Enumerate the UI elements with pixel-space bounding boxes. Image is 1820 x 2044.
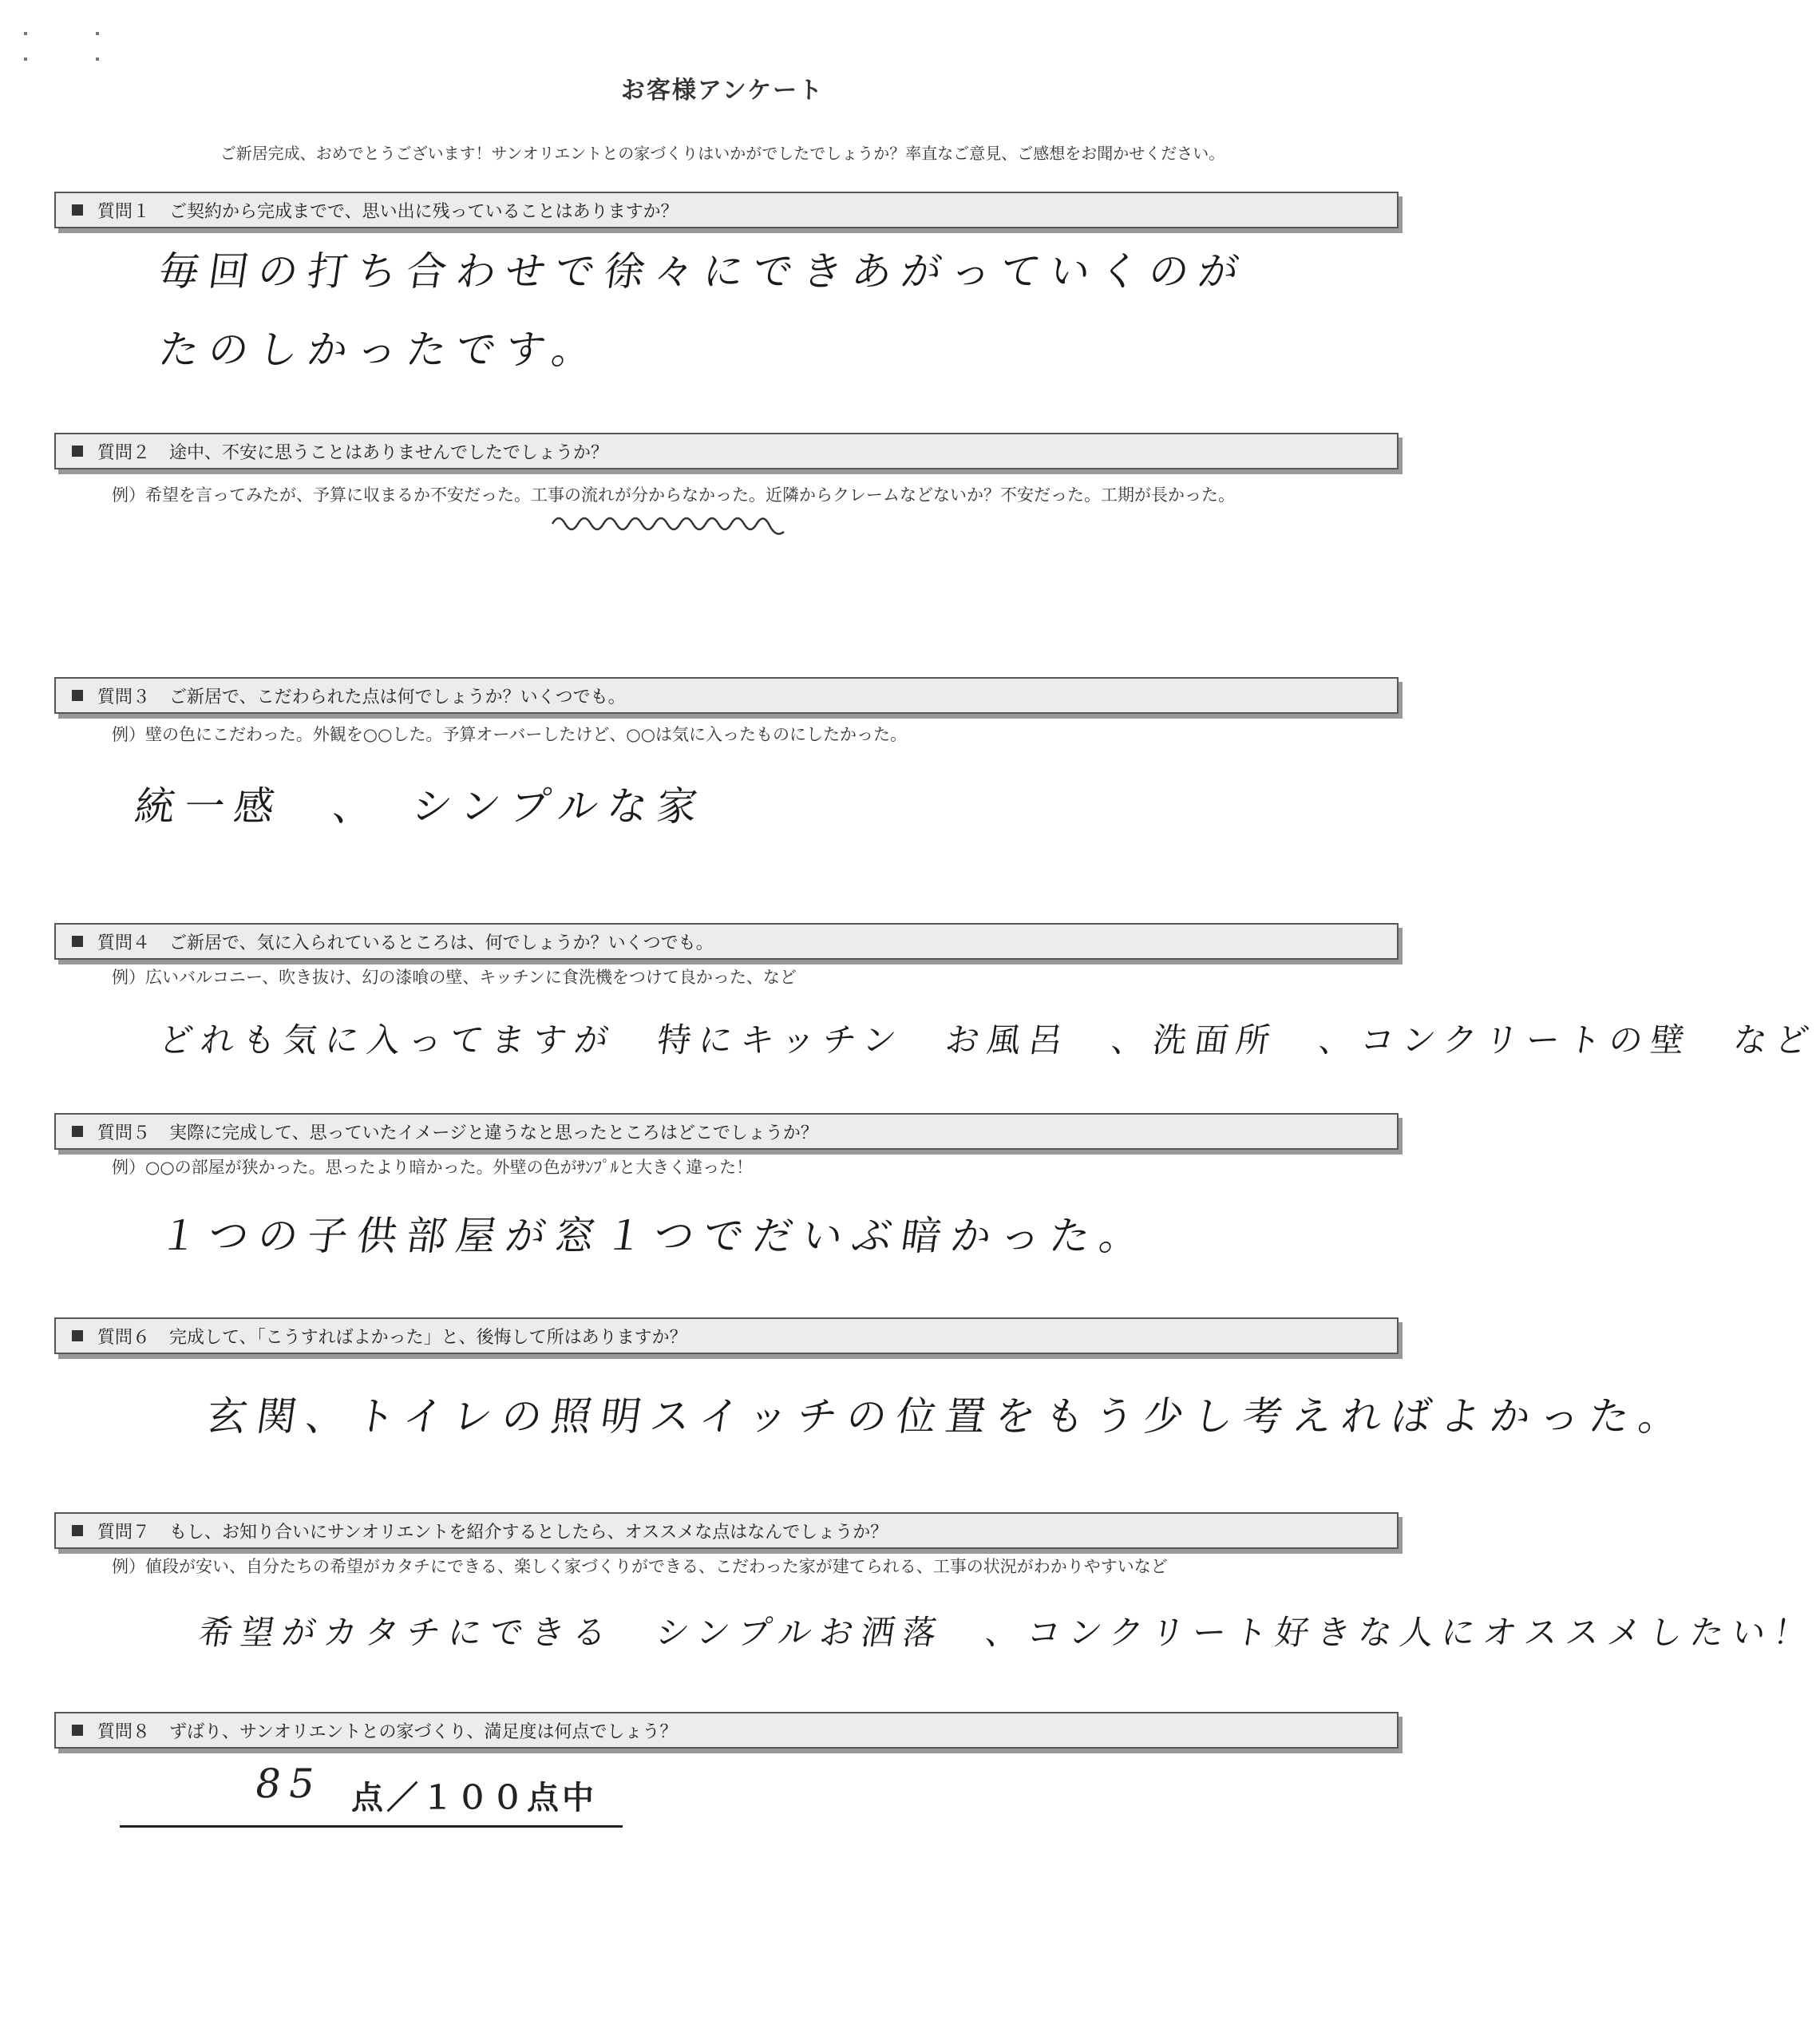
question-number: 質問１ bbox=[97, 201, 151, 222]
answer-1-line-2: たのしかったです。 bbox=[156, 327, 605, 373]
bullet-icon bbox=[72, 690, 83, 701]
question-8-bar bbox=[54, 1712, 1399, 1749]
page-title: お客様アンケート bbox=[620, 77, 825, 105]
score-underline bbox=[120, 1825, 623, 1828]
example-2: 例）希望を言ってみたが、予算に収まるか不安だった。工事の流れが分からなかった。近隣からクレームなどないか？不安だった。工期が長かった。 bbox=[112, 485, 1235, 505]
question-4-bar bbox=[54, 923, 1399, 960]
question-3-bar bbox=[54, 677, 1399, 714]
score-suffix: 点／１００点中 bbox=[351, 1780, 597, 1816]
answer-5: １つの子供部屋が窓１つでだいぶ暗かった。 bbox=[156, 1213, 1153, 1259]
intro-text: ご新居完成、おめでとうございます！サンオリエントとの家づくりはいかがでしたでしょうか？率直なご意見、ご感想をお聞かせください。 bbox=[220, 144, 1225, 163]
bullet-icon bbox=[72, 1330, 83, 1341]
question-number: 質問８ bbox=[97, 1721, 151, 1742]
question-number: 質問４ bbox=[97, 933, 151, 953]
answer-7: 希望がカタチにできる シンプルお洒落 、コンクリート好きな人にオススメしたい！ bbox=[196, 1613, 1818, 1652]
squiggle-underline bbox=[551, 508, 790, 537]
question-1-bar bbox=[54, 192, 1399, 228]
answer-6: 玄関、トイレの照明スイッチの位置をもう少し考えればよかった。 bbox=[204, 1393, 1692, 1440]
answer-3: 統一感 、 シンプルな家 bbox=[132, 783, 710, 830]
question-7-bar bbox=[54, 1512, 1399, 1549]
question-text: ご新居で、こだわられた点は何でしょうか？いくつでも。 bbox=[169, 687, 626, 707]
scan-speck bbox=[24, 32, 27, 35]
question-text: 実際に完成して、思っていたイメージと違うなと思ったところはどこでしょうか？ bbox=[169, 1123, 818, 1143]
answer-1-line-1: 毎回の打ち合わせで徐々にできあがっていくのが bbox=[156, 248, 1252, 295]
question-number: 質問６ bbox=[97, 1327, 151, 1348]
scan-speck bbox=[96, 32, 99, 35]
question-text: ずばり、サンオリエントとの家づくり、満足度は何点でしょう？ bbox=[169, 1721, 678, 1742]
example-5: 例）○○の部屋が狭かった。思ったより暗かった。外壁の色がｻﾝﾌﾟﾙと大きく違った！ bbox=[112, 1158, 754, 1177]
question-text: ご新居で、気に入られているところは、何でしょうか？いくつでも。 bbox=[169, 933, 714, 953]
score-value: 85 bbox=[251, 1761, 326, 1807]
example-7: 例）値段が安い、自分たちの希望がカタチにできる、楽しく家づくりができる、こだわった家が建てられる、工事の状況がわかりやすいなど bbox=[112, 1557, 1168, 1576]
example-4: 例）広いバルコニー、吹き抜け、幻の漆喰の壁、キッチンに食洗機をつけて良かった、など bbox=[112, 968, 797, 987]
bullet-icon bbox=[72, 1126, 83, 1137]
example-3: 例）壁の色にこだわった。外観を○○した。予算オーバーしたけど、○○は気に入ったものにしたかった。 bbox=[112, 725, 908, 744]
question-6-bar bbox=[54, 1317, 1399, 1354]
question-number: 質問５ bbox=[97, 1123, 151, 1143]
question-text: 完成して、「こうすればよかった」と、後悔して所はありますか？ bbox=[169, 1327, 687, 1348]
bullet-icon bbox=[72, 204, 83, 216]
question-text: もし、お知り合いにサンオリエントを紹介するとしたら、オススメな点はなんでしょうか？ bbox=[169, 1522, 888, 1543]
scan-speck bbox=[96, 57, 99, 61]
bullet-icon bbox=[72, 446, 83, 457]
question-2-bar bbox=[54, 433, 1399, 469]
bullet-icon bbox=[72, 1725, 83, 1736]
bullet-icon bbox=[72, 936, 83, 947]
question-number: 質問７ bbox=[97, 1522, 151, 1543]
question-text: 途中、不安に思うことはありませんでしたでしょうか？ bbox=[169, 442, 609, 463]
question-5-bar bbox=[54, 1113, 1399, 1150]
question-number: 質問２ bbox=[97, 442, 151, 463]
question-number: 質問３ bbox=[97, 687, 151, 707]
scan-speck bbox=[24, 57, 27, 61]
bullet-icon bbox=[72, 1525, 83, 1536]
answer-4: どれも気に入ってますが 特にキッチン お風呂 、洗面所 、コンクリートの壁 など bbox=[156, 1020, 1820, 1060]
question-text: ご契約から完成までで、思い出に残っていることはありますか？ bbox=[169, 201, 679, 222]
